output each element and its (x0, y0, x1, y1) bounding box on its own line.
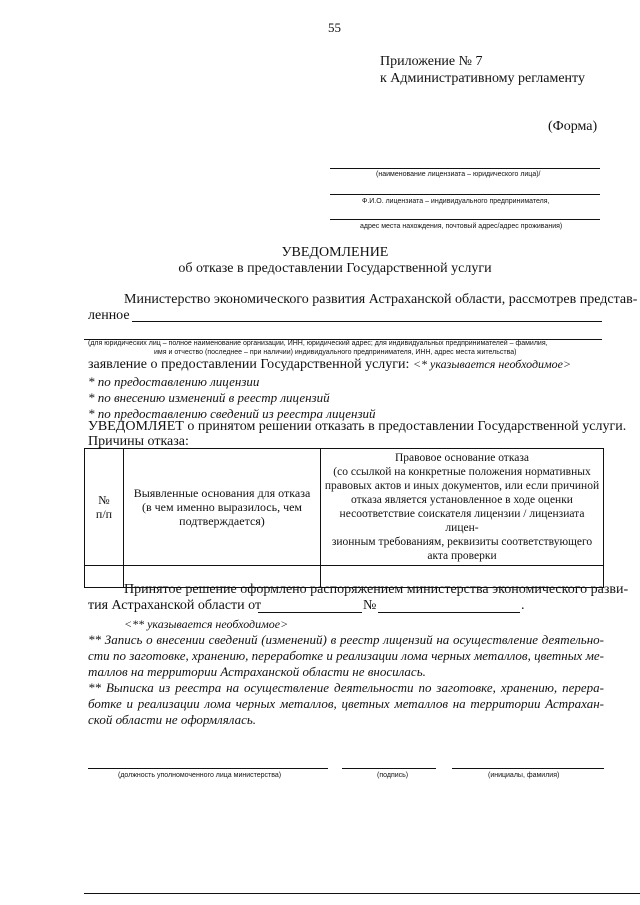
signature-caption: (подпись) (377, 772, 409, 779)
name-caption: (инициалы, фамилия) (488, 772, 560, 779)
decision-period: . (521, 598, 525, 613)
note-entry-line-3: таллов на территории Астраханской области не вносилась. (88, 664, 426, 679)
bottom-rule (84, 893, 640, 894)
notifies-rest: о принятом решении отказать в предоставлении Государственной услуги. (183, 419, 627, 434)
name-line (452, 768, 604, 769)
header-grounds-line: (в чем именно выразилось, чем (141, 500, 303, 514)
decision-line-1: Принятое решение оформлено распоряжением министерства экономического разви- (124, 582, 629, 597)
decision-number-sign: № (363, 598, 377, 613)
application-line (88, 357, 571, 373)
address-caption: адрес места нахождения, почтовый адрес/адрес проживания) (360, 223, 563, 230)
decision-number-line (378, 612, 520, 613)
option-registry-info: * по предоставлению сведений из реестра лицензий (88, 406, 376, 421)
appendix-title: Приложение № 7 (380, 54, 483, 69)
applicant-caption-2: имя и отчество (последнее – при наличии) индивидуального предпринимателя, ИНН, адрес места жительства) (154, 349, 517, 356)
decision-note: <** указывается необходимое> (124, 617, 289, 631)
notifies-keyword: УВЕДОМЛЯЕТ (88, 419, 184, 434)
note-extract-line-1: ** Выписка из реестра на осуществление деятельности по заготовке, хранению, перера- (88, 680, 604, 695)
header-number-line: п/п (95, 507, 113, 521)
header-legal-line: зионным требованиям, реквизиты соответствующего (331, 536, 593, 548)
header-number (85, 449, 124, 566)
header-legal-line: отказа является установленное в ходе оценки (351, 494, 573, 506)
reasons-label: Причины отказа: (88, 434, 189, 449)
decision-date-line (258, 612, 362, 613)
signature-line (342, 768, 436, 769)
header-number-line: № (98, 493, 110, 507)
applicant-caption-1: (для юридических лиц – полное наименование организации, ИНН, юридический адрес; для индивидуальных предпринимателей – фамилия, (88, 340, 548, 347)
entrepreneur-line (330, 194, 600, 195)
table-cell (85, 566, 124, 588)
header-legal-line: Правовое основание отказа (395, 452, 529, 464)
application-note: <* указывается необходимое> (412, 357, 572, 371)
header-legal-line: правовых актов и иных документов, или если причиной (324, 480, 600, 492)
page-number: 55 (328, 20, 341, 35)
application-prefix: заявление о предоставлении Государственной услуги: (88, 357, 413, 372)
note-entry-line-1: ** Запись о внесении сведений (изменений) в реестр лицензий на осуществление деятельно- (88, 632, 604, 647)
header-grounds (124, 449, 321, 566)
option-license: * по предоставлению лицензии (88, 374, 260, 389)
intro-line-1: Министерство экономического развития Астраханской области, рассмотрев представ- (124, 292, 638, 307)
notice-title: УВЕДОМЛЕНИЕ (281, 245, 389, 260)
licensee-name-caption: (наименование лицензиата – юридического лица)/ (376, 171, 541, 178)
licensee-name-line (330, 168, 600, 169)
header-legal-basis (321, 449, 604, 566)
applicant-inline-line (132, 321, 602, 322)
intro-line-2: ленное (88, 308, 130, 323)
entrepreneur-caption: Ф.И.О. лицензиата – индивидуального предпринимателя, (362, 198, 550, 205)
header-legal-line: (со ссылкой на конкретные положения нормативных (333, 466, 591, 478)
position-line (88, 768, 328, 769)
form-label: (Форма) (548, 119, 598, 134)
notice-subtitle: об отказе в предоставлении Государственной услуги (178, 261, 492, 276)
header-grounds-line: подтверждается) (179, 514, 265, 528)
header-legal-line: несоответствие соискателя лицензии / лицензиата лицен- (339, 508, 585, 534)
address-line (330, 219, 600, 220)
position-caption: (должность уполномоченного лица министерства) (118, 772, 282, 779)
table-header-row (85, 449, 604, 566)
note-extract-line-3: ской области не оформлялась. (88, 712, 257, 727)
header-legal-line: акта проверки (427, 550, 497, 562)
note-extract-line-2: ботке и реализации лома черных металлов, цветных металлов на территории Астрахан- (88, 696, 604, 711)
reasons-table (84, 448, 604, 588)
header-grounds-line: Выявленные основания для отказа (133, 486, 311, 500)
appendix-regulation: к Административному регламенту (380, 71, 585, 86)
decision-line-2-prefix: тия Астраханской области от (88, 598, 262, 613)
option-registry-changes: * по внесению изменений в реестр лицензий (88, 390, 330, 405)
note-entry-line-2: сти по заготовке, хранению, переработке и реализации лома черных металлов, цветных ме- (88, 648, 604, 663)
notifies-line (88, 419, 626, 435)
